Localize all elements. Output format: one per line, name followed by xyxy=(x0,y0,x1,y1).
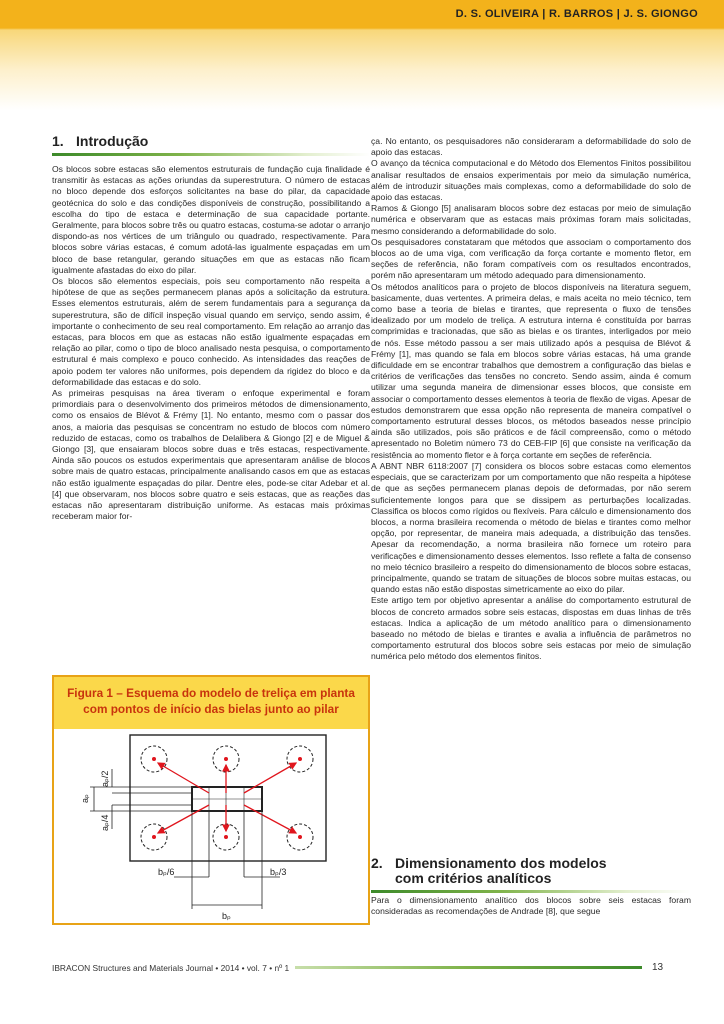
pile-center-dot xyxy=(224,757,228,761)
paragraph: Este artigo tem por objetivo apresentar a análise do comportamento estrutural de blocos de concreto armados sobre seis estacas, dispostas em duas linhas de três estacas. Indica a aplicação de um método analítico para o dimensionamento baseado no método de bielas e tirantes e avalia a influência de parâmetros no comportamento estrutural dos blocos sobre seis estacas por meio de simulação numérica pelo método dos elementos finitos. xyxy=(371,595,691,662)
pile-center-dot xyxy=(152,757,156,761)
strut-arrow xyxy=(244,805,296,833)
paragraph: As primeiras pesquisas na área tiveram o enfoque experimental e foram primordiais para o desenvolvimento dos primeiros métodos de dimensionamento, como os ensaios de Blévot & Frémy [1]. No entanto, mesmo com o passar dos anos, a maioria das pesquisas se concentram no estudo de blocos com número reduzido de estacas, como os trabalhos de Delalibera & Giongo [2] e de Miguel & Giongo [3], que ensaiaram blocos sobre duas e três estacas, respectivamente. Ainda são poucos os estudos experimentais que apresentaram análise de blocos sobre mais de quatro estacas, principalmente analisando casos em que as estacas não estão igualmente espaçadas do pilar. Dentre eles, pode-se citar Adebar et al. [4] que observaram, nos blocos sobre quatro e seis estacas, que as reações das estacas não apresentaram distribuição uniforme. As estacas mais próximas receberam maior for- xyxy=(52,388,370,522)
paragraph: Ramos & Giongo [5] analisaram blocos sobre dez estacas por meio de simulação numérica e observaram que as estacas mais próximas foram mais solicitadas, mesmo considerando a deformabilidade do solo. xyxy=(371,203,691,236)
header-band xyxy=(0,0,724,110)
figure-caption-line-2: com pontos de início das bielas junto ao pilar xyxy=(83,702,339,716)
truss-plan-diagram xyxy=(54,729,368,923)
figure-caption xyxy=(54,677,368,729)
section-1-number: 1. xyxy=(52,133,64,149)
label-ap: aₚ xyxy=(80,794,90,803)
section-2-title xyxy=(371,856,691,886)
figure-1 xyxy=(52,675,370,925)
section-1-rule xyxy=(52,153,370,156)
paragraph: Os métodos analíticos para o projeto de blocos disponíveis na literatura seguem, basicamente, duas vertentes. A primeira delas, e mais aceita no meio técnico, tem como base a teoria de bielas e tirantes, que representa o fluxo de tensões idealizado por um modelo de treliça. A estrutura interna é constituída por barras comprimidas e tracionadas, que são as bielas e os tirantes, interligados por meio de nós. Esse método passou a ser mais utilizado após a pesquisa de Blévot & Frémy [1], mas quando se fala em blocos sobre várias estacas, há uma grande dificuldade em se encontrar trabalhos que demostrem a configuração das bielas e critérios de verificações das tensões no concreto. Sendo assim, ainda é comum utilizar uma segunda maneira de dimensionar esses blocos, que consiste em associar o comportamento desses elementos à teoria de flexão de vigas. Apesar de estudos demonstrarem que essa opção não representa de maneira compatível o comportamento estrutural desses blocos, os métodos baseados nesse princípio ainda são utilizados, pois são práticos e de fácil compreensão, como o método apresentado no Boletim número 73 do CEB-FIP [6] que consiste na verificação da resistência ao momento fletor e à força cortante em seções de referência. xyxy=(371,281,691,460)
strut-arrow xyxy=(244,763,296,793)
label-bp: bₚ xyxy=(222,911,231,921)
section-2-rule xyxy=(371,890,691,893)
figure-caption-line-1: Figura 1 – Esquema do modelo de treliça em planta xyxy=(67,686,355,700)
paragraph: O avanço da técnica computacional e do Método dos Elementos Finitos possibilitou analisar resultados de ensaios experimentais por meio da simulação numérica, além de introduzir situações mais complexas, como a deformabilidade do solo de apoio das estacas. xyxy=(371,158,691,203)
label-bp-third: bₚ/3 xyxy=(270,867,287,877)
pile-center-dot xyxy=(298,835,302,839)
section-2-text: Para o dimensionamento analítico dos blocos sobre seis estacas foram consideradas as recomendações de Andrade [8], que segue xyxy=(371,895,691,917)
pile-center-dot xyxy=(298,757,302,761)
header-authors: D. S. OLIVEIRA | R. BARROS | J. S. GIONGO xyxy=(455,8,698,20)
paragraph: Os blocos sobre estacas são elementos estruturais de fundação cuja finalidade é transmitir às estacas as ações oriundas da superestrutura. O número de estacas no bloco depende dos esforços solicitantes na base do pilar, da capacidade geotécnica do solo e das condições disponíveis de construção, possibilitando a escolha do tipo de estaca e determinação de sua capacidade portante. Geralmente, para blocos sobre três ou quatro estacas, costuma-se adotar o arranjo dispondo-as nos vértices de um triângulo ou quadrado, respectivamente. Para blocos sobre várias estacas, é comum adotá-las igualmente espaçadas em um bloco de base retangular, gerando situações em que as estacas não ficam igualmente afastadas do eixo do pilar. xyxy=(52,164,370,275)
pile-center-dot xyxy=(152,835,156,839)
section-1-title-text: Introdução xyxy=(76,133,149,149)
page-number: 13 xyxy=(652,962,664,973)
label-ap-quarter: aₚ/4 xyxy=(100,814,110,831)
paragraph: Os blocos são elementos especiais, pois seu comportamento não respeita a hipótese de que as seções permanecem planas após a solicitação da estrutura. Esses elementos estruturais, além de serem fundamentais para a segurança da superestrutura, são de difícil inspeção visual quando em serviço, sendo assim, é importante o conhecimento de seu real comportamento. Em relação ao arranjo das estacas, para blocos em que as estacas não estão igualmente espaçadas em relação ao pilar, como o tipo de bloco analisado nesta pesquisa, o comportamento estrutural é mais complexo e pouco conhecido. As intensidades das reações de apoio podem ter valores não uniformes, pois dependem da rigidez do bloco e da deformabilidade das estacas e do solo. xyxy=(52,276,370,387)
section-2-title-line-2: com critérios analíticos xyxy=(395,870,552,886)
right-body-text xyxy=(371,136,691,663)
section-1-title xyxy=(52,133,370,149)
label-bp-sixth: bₚ/6 xyxy=(158,867,175,877)
pile-center-dot xyxy=(224,835,228,839)
right-column xyxy=(371,136,691,663)
paragraph: ça. No entanto, os pesquisadores não consideraram a deformabilidade do solo de apoio das estacas. xyxy=(371,136,691,158)
label-ap-half: aₚ/2 xyxy=(100,770,110,787)
section-2-title-line-1: Dimensionamento dos modelos xyxy=(395,855,607,871)
section-2-heading xyxy=(371,856,691,893)
left-body-text xyxy=(52,164,370,523)
left-column xyxy=(52,133,370,523)
strut-arrow xyxy=(158,763,209,793)
strut-arrow xyxy=(158,805,209,833)
paragraph: A ABNT NBR 6118:2007 [7] considera os blocos sobre estacas como elementos especiais, que se caracterizam por um comportamento que não respeita a hipótese de que as seções permanecem planas depois de deformadas, por não serem suficientemente longos para que se dissipem as perturbações localizadas. Classifica os blocos como rígidos ou flexíveis. Para cálculo e dimensionamento dos blocos, a norma brasileira recomenda o método de bielas e tirantes como melhor opção, por representar, de maneira mais adequada, a distribuição das tensões. Apesar da recomendação, a norma brasileira não fornece um roteiro para verificações e dimensionamento desses elementos. Isso reflete a falta de consenso no meio técnico brasileiro a respeito do dimensionamento de blocos sobre estacas, principalmente, quando se tratam de situações de blocos sobre muitas estacas, ou quando estas não estão dispostas simetricamente ao eixo do pilar. xyxy=(371,460,691,595)
paragraph: Os pesquisadores constataram que métodos que associam o comportamento dos blocos ao de uma viga, com verificação da força cortante e momento fletor, em seções de referência, não foram compatíveis com os resultados encontrados, porém não apresentaram um método adequado para dimensionamento. xyxy=(371,236,691,281)
footer-journal: IBRACON Structures and Materials Journal • 2014 • vol. 7 • nº 1 xyxy=(52,963,295,973)
section-2-number: 2. xyxy=(371,855,383,871)
